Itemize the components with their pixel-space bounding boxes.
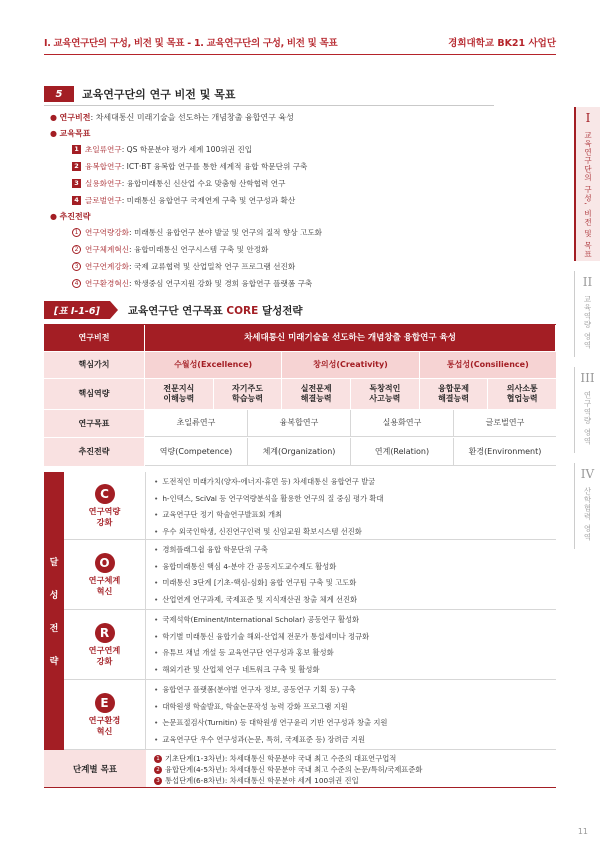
goal-label: 실용화연구	[85, 179, 122, 188]
goal-text: : 미래통신 융합연구 국제연계 구축 및 연구성과 확산	[121, 196, 296, 205]
core-value: 창의성(Creativity)	[282, 352, 419, 378]
table-row-strategies	[44, 438, 556, 467]
list-item: • 대학원생 학술발표, 학술논문작성 능력 강화 프로그램 지원	[154, 699, 552, 716]
page-header	[44, 34, 556, 50]
section-number: 5	[44, 86, 74, 102]
table-row-vision	[44, 325, 556, 352]
tab-chapter-4[interactable]	[574, 463, 600, 549]
side-char: 전	[49, 624, 59, 634]
vision-line	[50, 112, 294, 123]
list-item: • 교육연구단 정기 학술연구발표회 개최	[154, 507, 552, 524]
stage-number: 2	[154, 766, 162, 774]
core-row-title: 연구체계 혁신	[88, 575, 121, 596]
tab-label: 산학협력 영역	[583, 487, 592, 542]
goal-label: 초일류연구	[85, 145, 122, 154]
strategy-text: : 융합미래통신 연구시스템 구축 및 안정화	[129, 245, 269, 254]
goal-number: 4	[72, 196, 81, 205]
stage-goals-label: 단계별 목표	[44, 750, 146, 787]
strategies-label: 추진전략	[59, 212, 91, 221]
section-title: 교육연구단의 연구 비전 및 목표	[82, 88, 236, 101]
strategy-number: 4	[72, 279, 81, 288]
bullet: ●	[50, 113, 57, 122]
strategy-item	[72, 261, 295, 272]
goal-text: : QS 학문분야 평가 세계 100위권 진입	[121, 145, 253, 154]
strategy-detail	[44, 472, 556, 788]
competency: 의사소통 협업능력	[488, 379, 556, 409]
list-item: • 논문표절검사(Turnitin) 등 대학원생 연구윤리 기반 연구성과 창출 지원	[154, 715, 552, 732]
stage-text: 기초단계(1-3차년): 차세대통신 학문분야 국내 최고 수준의 대표연구업적	[165, 754, 397, 763]
goal-item	[72, 161, 307, 172]
breadcrumb: I. 교육연구단의 구성, 비전 및 목표 - 1. 교육연구단의 구성, 비전 및 목표	[44, 38, 338, 49]
list-item: • 학기별 미래통신 융합기술 해외-산업체 전문가 통섭세미나 정규화	[154, 629, 552, 646]
stage-item	[154, 764, 422, 775]
competency: 실전문제 해결능력	[282, 379, 351, 409]
core-row-title: 연구환경 혁신	[88, 715, 121, 736]
strategy-cell: 환경(Environment)	[454, 438, 556, 466]
core-row-items	[154, 542, 552, 608]
goal-number: 1	[72, 145, 81, 154]
list-item: • 유튜브 채널 개설 등 교육연구단 연구성과 홍보 활성화	[154, 645, 552, 662]
core-row-o	[64, 540, 556, 610]
tab-chapter-1[interactable]	[574, 107, 600, 261]
goals-heading	[50, 128, 90, 139]
vision-text: : 차세대통신 미래기술을 선도하는 개념창출 융합연구 육성	[90, 113, 294, 122]
table-row-goals	[44, 410, 556, 438]
strategy-number: 1	[72, 228, 81, 237]
table-title-pre: 교육연구단 연구목표	[127, 304, 227, 317]
achievement-strategy-label	[44, 472, 64, 750]
stage-number: 3	[154, 777, 162, 785]
goal-text: : 융합미래통신 신산업 수요 맞춤형 산학협력 연구	[121, 179, 286, 188]
vision-label: 연구비전	[59, 113, 91, 122]
tab-label: 교육역량 영역	[583, 295, 592, 350]
header-divider	[44, 54, 556, 55]
page-number: 11	[577, 827, 588, 836]
strategy-label: 연구역량강화	[85, 228, 130, 237]
bullet: ●	[50, 212, 57, 221]
goal-cell: 실용화연구	[351, 410, 454, 437]
list-item: • 해외기관 및 산업체 연구 네트워크 구축 및 활성화	[154, 662, 552, 679]
core-row-e	[64, 680, 556, 750]
goal-item	[72, 178, 285, 189]
tab-chapter-2[interactable]	[574, 271, 600, 357]
competency: 융합문제 해결능력	[420, 379, 489, 409]
core-row-items	[154, 474, 552, 540]
row-label: 핵심가치	[44, 352, 145, 378]
vision-value: 차세대통신 미래기술을 선도하는 개념창출 융합연구 육성	[145, 325, 556, 351]
strategy-label: 연구연계강화	[85, 262, 130, 271]
core-row-name	[64, 472, 146, 539]
section-heading	[44, 86, 494, 102]
stage-text: 융합단계(4-5차년): 차세대통신 학문분야 국내 최고 수준의 논문/특허/국제표준화	[165, 765, 423, 774]
tab-roman: IV	[580, 467, 595, 481]
goal-cell: 글로벌연구	[454, 410, 556, 437]
goal-number: 2	[72, 162, 81, 171]
goal-text: : ICT·BT 융복합 연구를 통한 세계적 융합 학문단위 구축	[121, 162, 308, 171]
list-item: • 융합연구 플랫폼(분야별 연구자 정보, 공동연구 기획 등) 구축	[154, 682, 552, 699]
list-item: • 미래통신 3단계 [기초-핵심-심화] 융합 연구팀 구축 및 고도화	[154, 575, 552, 592]
core-row-name	[64, 540, 146, 609]
core-row-items	[154, 612, 552, 678]
stage-text: 통섭단계(6-8차년): 차세대통신 학문분야 세계 100위권 진입	[165, 776, 359, 785]
strategy-cell: 체계(Organization)	[248, 438, 351, 466]
goal-label: 융복합연구	[85, 162, 122, 171]
goals-label: 교육목표	[59, 129, 91, 138]
table-title-post: 달성전략	[258, 304, 303, 317]
tab-label: 교육연구단의 구성, 비전 및 목표	[583, 131, 593, 259]
core-row-items	[154, 682, 552, 748]
side-char: 달	[49, 558, 59, 568]
tab-roman: I	[585, 111, 591, 125]
strategy-item	[72, 244, 268, 255]
strategy-text: : 미래통신 융합연구 분야 발굴 및 연구의 질적 향상 고도화	[129, 228, 323, 237]
row-label: 연구비전	[44, 325, 145, 351]
table-caption	[44, 300, 303, 320]
section-underline	[44, 105, 494, 106]
core-row-name	[64, 610, 146, 679]
list-item: • 경희플래그쉽 융합 학문단위 구축	[154, 542, 552, 559]
core-row-name	[64, 680, 146, 749]
core-letter-icon: R	[95, 623, 115, 643]
core-letter-icon: E	[95, 693, 115, 713]
strategy-text: : 국제 교류협력 및 산업밀착 연구 프로그램 선진화	[129, 262, 296, 271]
strategy-item	[72, 227, 322, 238]
strategy-text: : 학생중심 연구지원 강화 및 경희 융합연구 플랫폼 구축	[129, 279, 313, 288]
side-char: 략	[49, 657, 59, 667]
tab-roman: III	[580, 371, 595, 385]
goal-item	[72, 144, 252, 155]
list-item: • 국제석학(Eminent/International Scholar) 공동연구 활성화	[154, 612, 552, 629]
list-item: • 융합미래통신 핵심 4-분야 간 공동지도교수제도 활성화	[154, 559, 552, 576]
goal-cell: 초일류연구	[145, 410, 248, 437]
goal-label: 글로벌연구	[85, 196, 122, 205]
core-letter-icon: C	[95, 484, 115, 504]
strategies-heading	[50, 211, 90, 222]
competency: 자기주도 학습능력	[214, 379, 283, 409]
org-name: 경희대학교 BK21 사업단	[448, 38, 556, 49]
stage-number: 1	[154, 755, 162, 763]
list-item: • 산업연계 연구과제, 국제표준 및 지식재산권 창출 체계 선진화	[154, 592, 552, 609]
tab-chapter-3[interactable]	[574, 367, 600, 453]
core-table	[44, 324, 556, 467]
tab-label: 연구역량 영역	[583, 391, 592, 446]
core-value: 통섭성(Consilience)	[420, 352, 556, 378]
goal-item	[72, 195, 295, 206]
strategy-item	[72, 278, 312, 289]
strategy-number: 2	[72, 245, 81, 254]
list-item: • 우수 외국인학생, 신진연구인력 및 신임교원 확보시스템 선진화	[154, 524, 552, 541]
strategy-label: 연구환경혁신	[85, 279, 130, 288]
row-label: 연구목표	[44, 410, 145, 437]
tab-roman: II	[582, 275, 593, 289]
table-title-core: CORE	[226, 304, 259, 317]
core-row-title: 연구역량 강화	[88, 506, 121, 527]
list-item: • h-인덱스, SciVal 등 연구역량분석을 활용한 연구의 질 중심 평가 확대	[154, 491, 552, 508]
list-item: • 도전적인 미래가치(양자-에너지-휴먼 등) 차세대통신 융합연구 발굴	[154, 474, 552, 491]
strategy-label: 연구체계혁신	[85, 245, 130, 254]
table-tag-arrow	[110, 301, 118, 319]
stage-item	[154, 753, 422, 764]
strategy-cell: 연계(Relation)	[351, 438, 454, 466]
table-title	[128, 303, 303, 318]
competency: 전문지식 이해능력	[145, 379, 214, 409]
stage-goals-list	[154, 753, 422, 786]
core-row-title: 연구연계 강화	[88, 645, 121, 666]
stage-goals-row	[44, 750, 556, 788]
row-label: 추진전략	[44, 438, 145, 466]
table-tag: [표 I-1-6]	[44, 301, 110, 319]
table-row-competencies	[44, 379, 556, 410]
goal-cell: 융복합연구	[248, 410, 351, 437]
stage-item	[154, 775, 422, 786]
strategy-cell: 역량(Competence)	[145, 438, 248, 466]
strategy-number: 3	[72, 262, 81, 271]
goal-number: 3	[72, 179, 81, 188]
core-row-r	[64, 610, 556, 680]
core-letter-icon: O	[95, 553, 115, 573]
core-value: 수월성(Excellence)	[145, 352, 282, 378]
core-row-c	[64, 472, 556, 540]
competency: 독창적인 사고능력	[351, 379, 420, 409]
row-label: 핵심역량	[44, 379, 145, 409]
list-item: • 교육연구단 우수 연구성과(논문, 특허, 국제표준 등) 장려금 지원	[154, 732, 552, 749]
table-row-core-values	[44, 352, 556, 379]
bullet: ●	[50, 129, 57, 138]
side-char: 성	[49, 591, 59, 601]
